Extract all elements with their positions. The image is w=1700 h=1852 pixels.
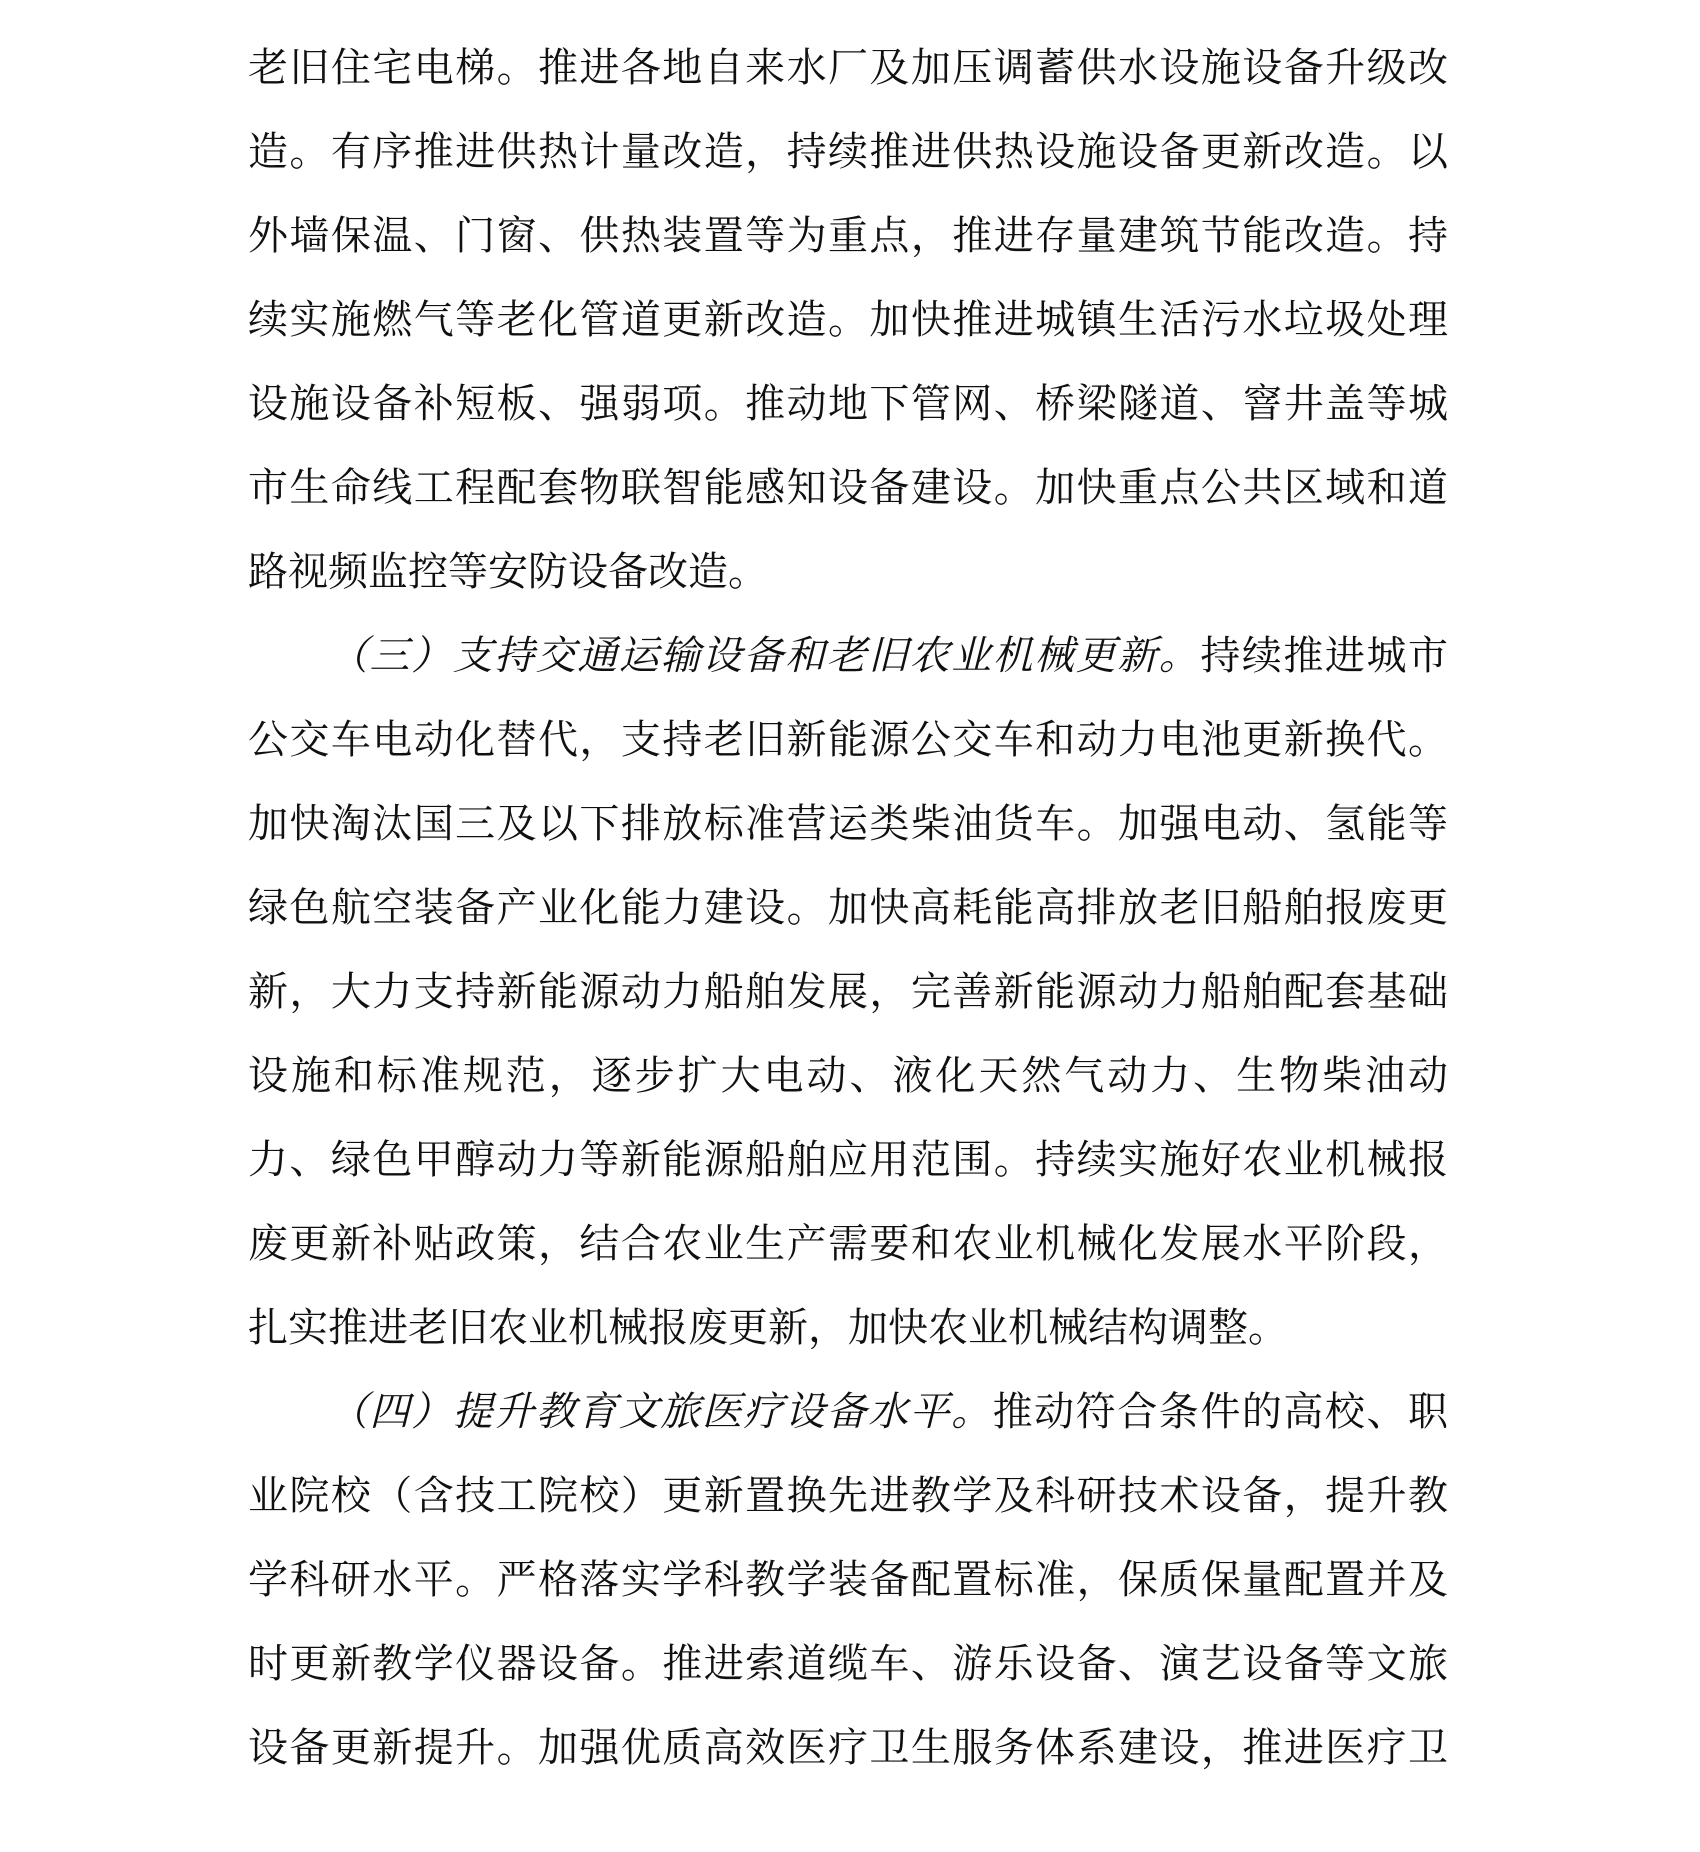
section-4-lead-text: 推动符合条件的高校、职	[992, 1389, 1449, 1434]
section-3-heading: （三）支持交通运输设备和老旧农业机械更新。	[328, 633, 1201, 678]
line-09: 公交车电动化替代，支持老旧新能源公交车和动力电池更新换代。	[248, 717, 1448, 762]
line-14: 力、绿色甲醇动力等新能源船舶应用范围。持续实施好农业机械报	[248, 1137, 1448, 1182]
line-08-section-3-start	[248, 614, 1448, 698]
line-02: 造。有序推进供热计量改造，持续推进供热设施设备更新改造。以	[248, 129, 1448, 174]
line-04: 续实施燃气等老化管道更新改造。加快推进城镇生活污水垃圾处理	[248, 297, 1448, 342]
line-12: 新，大力支持新能源动力船舶发展，完善新能源动力船舶配套基础	[248, 969, 1448, 1014]
line-06: 市生命线工程配套物联智能感知设备建设。加快重点公共区域和道	[248, 465, 1448, 510]
line-01: 老旧住宅电梯。推进各地自来水厂及加压调蓄供水设施设备升级改	[248, 45, 1448, 90]
line-21: 设备更新提升。加强优质高效医疗卫生服务体系建设，推进医疗卫	[248, 1725, 1448, 1770]
line-16-paragraph-end: 扎实推进老旧农业机械报废更新，加快农业机械结构调整。	[248, 1305, 1288, 1350]
line-05: 设施设备补短板、强弱项。推动地下管网、桥梁隧道、窨井盖等城	[248, 381, 1448, 426]
line-20: 时更新教学仪器设备。推进索道缆车、游乐设备、演艺设备等文旅	[248, 1641, 1448, 1686]
section-3-lead-text: 持续推进城市	[1200, 633, 1449, 678]
line-13: 设施和标准规范，逐步扩大电动、液化天然气动力、生物柴油动	[248, 1053, 1448, 1098]
line-07-paragraph-end: 路视频监控等安防设备改造。	[248, 549, 768, 594]
line-03: 外墙保温、门窗、供热装置等为重点，推进存量建筑节能改造。持	[248, 213, 1448, 258]
line-11: 绿色航空装备产业化能力建设。加快高耗能高排放老旧船舶报废更	[248, 885, 1448, 930]
section-4-heading: （四）提升教育文旅医疗设备水平。	[328, 1389, 993, 1434]
document-body	[248, 26, 1448, 1790]
line-18: 业院校（含技工院校）更新置换先进教学及科研技术设备，提升教	[248, 1473, 1448, 1518]
line-15: 废更新补贴政策，结合农业生产需要和农业机械化发展水平阶段，	[248, 1221, 1448, 1266]
line-10: 加快淘汰国三及以下排放标准营运类柴油货车。加强电动、氢能等	[248, 801, 1448, 846]
line-17-section-4-start	[248, 1370, 1448, 1454]
line-19: 学科研水平。严格落实学科教学装备配置标准，保质保量配置并及	[248, 1557, 1448, 1602]
